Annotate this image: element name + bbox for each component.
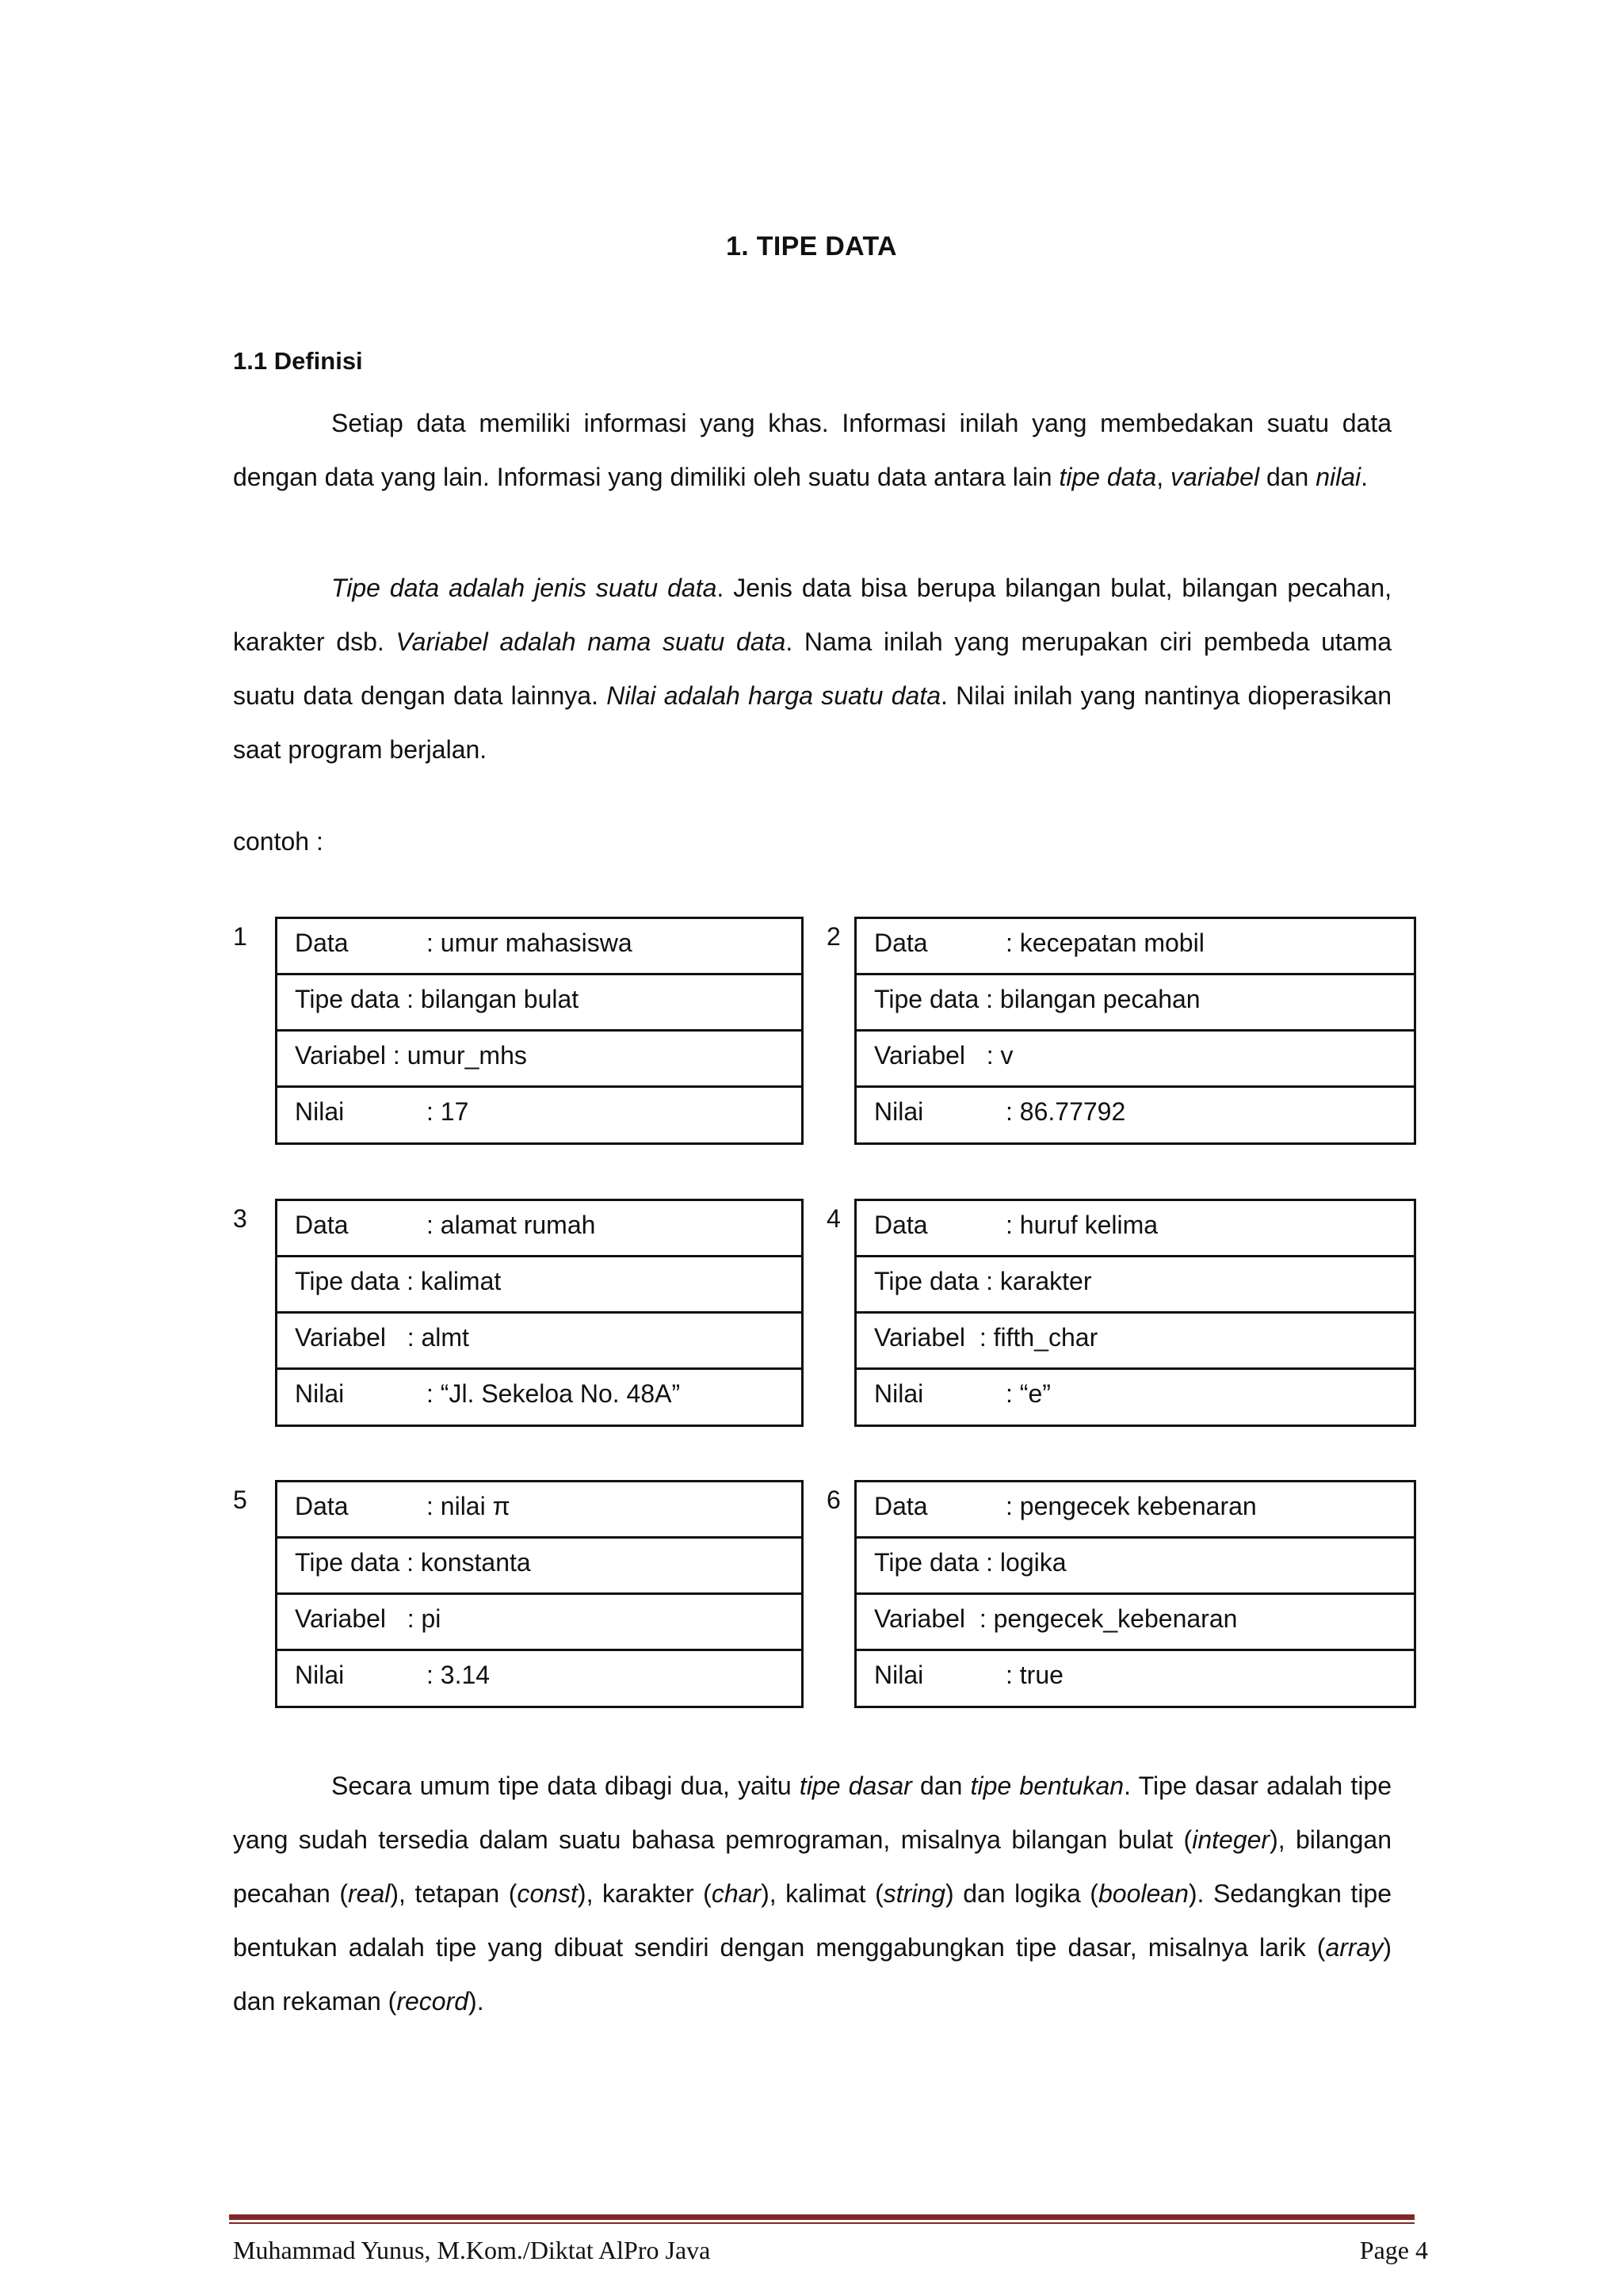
example-row-nilai xyxy=(857,1651,1414,1707)
paragraph-text: . Nilai inilah yang nantinya dioperasikan saat program berjalan. xyxy=(233,681,1392,764)
paragraph-italic: array xyxy=(1325,1933,1384,1962)
row-value: : umur_mhs xyxy=(386,1041,527,1070)
paragraph-italic: char xyxy=(711,1879,762,1908)
row-value: : pi xyxy=(386,1604,441,1633)
paragraph-text: . Nama inilah yang merupakan ciri pembeda utama suatu data dengan data lainnya. xyxy=(233,627,1392,710)
example-row-tipe xyxy=(857,1257,1414,1314)
paragraph-italic: nilai xyxy=(1316,463,1361,491)
paragraph-italic: tipe data xyxy=(1059,463,1157,491)
paragraph-text: ), tetapan ( xyxy=(390,1879,517,1908)
paragraph-text: ) dan rekaman ( xyxy=(233,1933,1392,2016)
example-row-tipe xyxy=(277,975,801,1032)
example-row-data xyxy=(857,1201,1414,1257)
example-row-nilai xyxy=(857,1088,1414,1143)
example-box-4 xyxy=(854,1199,1416,1427)
row-value: : true xyxy=(1006,1661,1064,1689)
footer-author: Muhammad Yunus, M.Kom./Diktat AlPro Java xyxy=(233,2236,711,2264)
example-row-data xyxy=(857,1482,1414,1539)
paragraph-text: , xyxy=(1156,463,1170,491)
row-value: : 17 xyxy=(426,1097,469,1126)
example-number: 5 xyxy=(233,1486,247,1514)
paragraph-italic: tipe dasar xyxy=(799,1772,912,1800)
paragraph-classification xyxy=(233,1759,1392,2028)
row-label: Data xyxy=(295,929,349,957)
row-label: Data xyxy=(295,1492,349,1520)
example-row-tipe xyxy=(857,975,1414,1032)
example-row-tipe xyxy=(857,1539,1414,1595)
paragraph-text: ), bilangan pecahan ( xyxy=(233,1825,1392,1908)
row-value: : umur mahasiswa xyxy=(426,929,632,957)
chapter-title: 1. TIPE DATA xyxy=(726,231,897,261)
footer-rule-thick xyxy=(229,2214,1415,2220)
row-value: Tipe data : bilangan bulat xyxy=(295,985,579,1013)
paragraph-italic: real xyxy=(348,1879,391,1908)
example-number: 6 xyxy=(827,1486,841,1514)
row-value: : alamat rumah xyxy=(426,1211,596,1239)
row-label: Variabel xyxy=(295,1323,387,1352)
paragraph-text: Secara umum tipe data dibagi dua, yaitu xyxy=(331,1772,800,1800)
row-value: : “e” xyxy=(1006,1379,1051,1408)
example-row-tipe xyxy=(277,1539,801,1595)
row-value: : “Jl. Sekeloa No. 48A” xyxy=(426,1379,681,1408)
example-box-2 xyxy=(854,917,1416,1145)
paragraph-text: dan xyxy=(911,1772,971,1800)
row-label: Data xyxy=(874,1211,928,1239)
row-value: : almt xyxy=(386,1323,469,1352)
row-value: Tipe data : kalimat xyxy=(295,1267,502,1295)
row-value: Tipe data : bilangan pecahan xyxy=(874,985,1201,1013)
row-label: Nilai xyxy=(874,1661,924,1689)
example-row-variabel xyxy=(857,1595,1414,1651)
contoh-label: contoh : xyxy=(233,827,323,856)
example-row-variabel xyxy=(277,1032,801,1088)
paragraph-text: ) dan logika ( xyxy=(945,1879,1098,1908)
paragraph-italic: tipe bentukan xyxy=(970,1772,1125,1800)
paragraph-text: ). Sedangkan tipe bentukan adalah tipe yang dibuat sendiri dengan menggabungkan tipe dasar, misalnya larik ( xyxy=(233,1879,1392,1962)
example-box-6 xyxy=(854,1480,1416,1708)
example-box-5 xyxy=(275,1480,804,1708)
paragraph-italic: record xyxy=(396,1987,469,2016)
row-label: Nilai xyxy=(874,1097,924,1126)
footer-rule-thin xyxy=(229,2222,1415,2224)
row-label: Variabel xyxy=(874,1041,966,1070)
row-value: : nilai π xyxy=(426,1492,510,1520)
row-label: Variabel xyxy=(295,1041,387,1070)
example-row-data xyxy=(277,1201,801,1257)
example-row-data xyxy=(277,1482,801,1539)
row-value: Tipe data : logika xyxy=(874,1548,1067,1577)
example-row-data xyxy=(277,919,801,975)
row-value: : huruf kelima xyxy=(1006,1211,1159,1239)
row-value: : v xyxy=(965,1041,1014,1070)
paragraph-italic: Nilai adalah harga suatu data xyxy=(606,681,941,710)
row-label: Variabel xyxy=(874,1604,966,1633)
row-value: : pengecek_kebenaran xyxy=(965,1604,1238,1633)
paragraph-italic: const xyxy=(517,1879,578,1908)
row-value: : pengecek kebenaran xyxy=(1006,1492,1257,1520)
paragraph-terms xyxy=(233,561,1392,776)
row-label: Nilai xyxy=(874,1379,924,1408)
row-label: Data xyxy=(874,929,928,957)
paragraph-text: Setiap data memiliki informasi yang khas. Informasi inilah yang membedakan suatu data dengan data yang lain. Informasi yang dimiliki oleh suatu data antara lain xyxy=(233,409,1392,491)
paragraph-text: ), karakter ( xyxy=(577,1879,712,1908)
paragraph-italic: boolean xyxy=(1098,1879,1189,1908)
example-row-variabel xyxy=(857,1032,1414,1088)
row-label: Variabel xyxy=(295,1604,387,1633)
paragraph-text: dan xyxy=(1259,463,1316,491)
row-label: Nilai xyxy=(295,1379,345,1408)
example-number: 4 xyxy=(827,1204,841,1233)
paragraph-text: ). xyxy=(468,1987,484,2016)
example-row-tipe xyxy=(277,1257,801,1314)
row-value: : 3.14 xyxy=(426,1661,491,1689)
example-box-3 xyxy=(275,1199,804,1427)
example-row-variabel xyxy=(277,1595,801,1651)
paragraph-italic: Variabel adalah nama suatu data xyxy=(395,627,786,656)
paragraph-italic: string xyxy=(883,1879,945,1908)
example-box-1 xyxy=(275,917,804,1145)
example-number: 3 xyxy=(233,1204,247,1233)
paragraph-italic: Tipe data adalah jenis suatu data xyxy=(331,574,717,602)
example-number: 2 xyxy=(827,922,841,951)
example-row-nilai xyxy=(277,1370,801,1425)
row-value: Tipe data : konstanta xyxy=(295,1548,531,1577)
example-number: 1 xyxy=(233,922,247,951)
paragraph-italic: integer xyxy=(1192,1825,1270,1854)
example-row-nilai xyxy=(857,1370,1414,1425)
row-value: : fifth_char xyxy=(965,1323,1098,1352)
paragraph-definition xyxy=(233,396,1392,504)
row-label: Data xyxy=(874,1492,928,1520)
row-value: : 86.77792 xyxy=(1006,1097,1126,1126)
row-label: Nilai xyxy=(295,1661,345,1689)
example-row-nilai xyxy=(277,1088,801,1143)
footer-page-number: Page 4 xyxy=(1359,2236,1428,2264)
example-row-nilai xyxy=(277,1651,801,1707)
example-row-variabel xyxy=(277,1314,801,1370)
row-label: Nilai xyxy=(295,1097,345,1126)
section-title: 1.1 Definisi xyxy=(233,347,363,375)
paragraph-italic: variabel xyxy=(1170,463,1260,491)
paragraph-text: ), kalimat ( xyxy=(761,1879,884,1908)
row-label: Variabel xyxy=(874,1323,966,1352)
row-value: Tipe data : karakter xyxy=(874,1267,1092,1295)
paragraph-text: . Jenis data bisa berupa bilangan bulat, bilangan pecahan, karakter dsb. xyxy=(233,574,1392,656)
example-row-data xyxy=(857,919,1414,975)
example-row-variabel xyxy=(857,1314,1414,1370)
paragraph-text: . Tipe dasar adalah tipe yang sudah tersedia dalam suatu bahasa pemrograman, misalnya bilangan bulat ( xyxy=(233,1772,1392,1854)
row-label: Data xyxy=(295,1211,349,1239)
paragraph-text: . xyxy=(1361,463,1369,491)
row-value: : kecepatan mobil xyxy=(1006,929,1205,957)
